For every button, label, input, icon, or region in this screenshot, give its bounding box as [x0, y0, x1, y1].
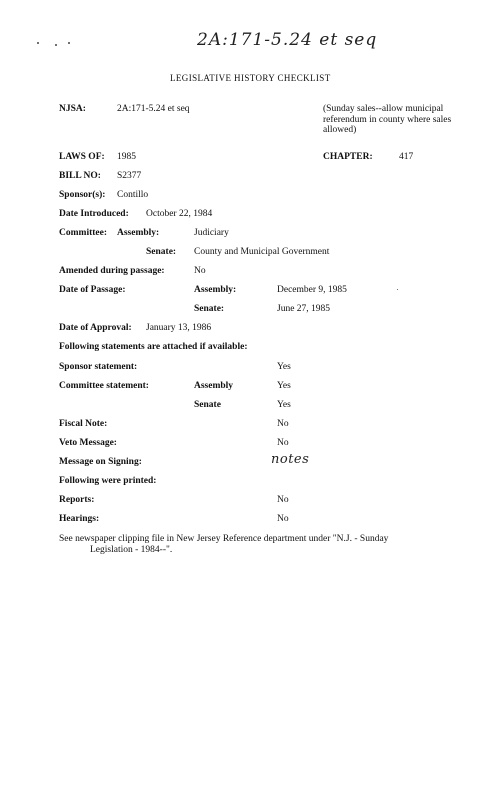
passage-label: Date of Passage:: [59, 285, 126, 295]
message-on-signing-label: Message on Signing:: [59, 457, 142, 467]
njsa-label: NJSA:: [59, 104, 86, 114]
veto-message-label: Veto Message:: [59, 438, 117, 448]
reports-value: No: [277, 495, 289, 505]
committee-senate-label: Senate:: [146, 247, 177, 257]
committee-statement-assembly-label: Assembly: [194, 381, 234, 391]
laws-of-label: LAWS OF:: [59, 152, 105, 162]
sponsor-label: Sponsor(s):: [59, 190, 106, 200]
committee-senate-value: County and Municipal Government: [194, 247, 330, 257]
amended-label: Amended during passage:: [59, 266, 165, 276]
hearings-value: No: [277, 514, 289, 524]
committee-statement-label: Committee statement:: [59, 381, 149, 391]
passage-assembly-value: December 9, 1985: [277, 285, 347, 295]
committee-assembly-value: Judiciary: [194, 228, 229, 238]
veto-message-value: No: [277, 438, 289, 448]
approval-value: January 13, 1986: [146, 323, 212, 333]
committee-assembly-label: Assembly:: [117, 228, 160, 238]
laws-of-value: 1985: [117, 152, 136, 162]
date-introduced-value: October 22, 1984: [146, 209, 213, 219]
bill-no-value: S2377: [117, 171, 142, 181]
message-on-signing-value: notes: [271, 452, 310, 467]
passage-senate-value: June 27, 1985: [277, 304, 331, 314]
printed-heading: Following were printed:: [59, 476, 157, 486]
committee-statement-assembly-value: Yes: [277, 381, 291, 391]
fiscal-note-value: No: [277, 419, 289, 429]
committee-statement-senate-label: Senate: [194, 400, 221, 410]
approval-label: Date of Approval:: [59, 323, 132, 333]
page-title: LEGISLATIVE HISTORY CHECKLIST: [170, 73, 331, 83]
date-introduced-label: Date Introduced:: [59, 209, 129, 219]
reports-label: Reports:: [59, 495, 95, 505]
sponsor-value: Contillo: [117, 190, 149, 200]
committee-statement-senate-value: Yes: [277, 400, 291, 410]
statements-heading: Following statements are attached if available:: [59, 342, 248, 352]
bill-no-label: BILL NO:: [59, 171, 101, 181]
hearings-label: Hearings:: [59, 514, 100, 524]
sponsor-statement-label: Sponsor statement:: [59, 362, 138, 372]
njsa-value: 2A:171-5.24 et seq: [117, 104, 190, 114]
sponsor-statement-value: Yes: [277, 362, 291, 372]
committee-label: Committee:: [59, 228, 108, 238]
chapter-label: CHAPTER:: [323, 152, 373, 162]
amended-value: No: [194, 266, 206, 276]
footer-note-line2: Legislation - 1984--".: [90, 545, 173, 555]
handwritten-citation: 2A:171-5.24 et seq: [197, 30, 378, 50]
fiscal-note-label: Fiscal Note:: [59, 419, 108, 429]
passage-senate-label: Senate:: [194, 304, 225, 314]
footer-note-line1: See newspaper clipping file in New Jersey Reference department under "N.J. - Sunday: [59, 534, 389, 544]
passage-assembly-label: Assembly:: [194, 285, 237, 295]
chapter-value: 417: [399, 152, 414, 162]
njsa-note: (Sunday sales--allow municipal referendum in county where sales allowed): [323, 104, 452, 135]
